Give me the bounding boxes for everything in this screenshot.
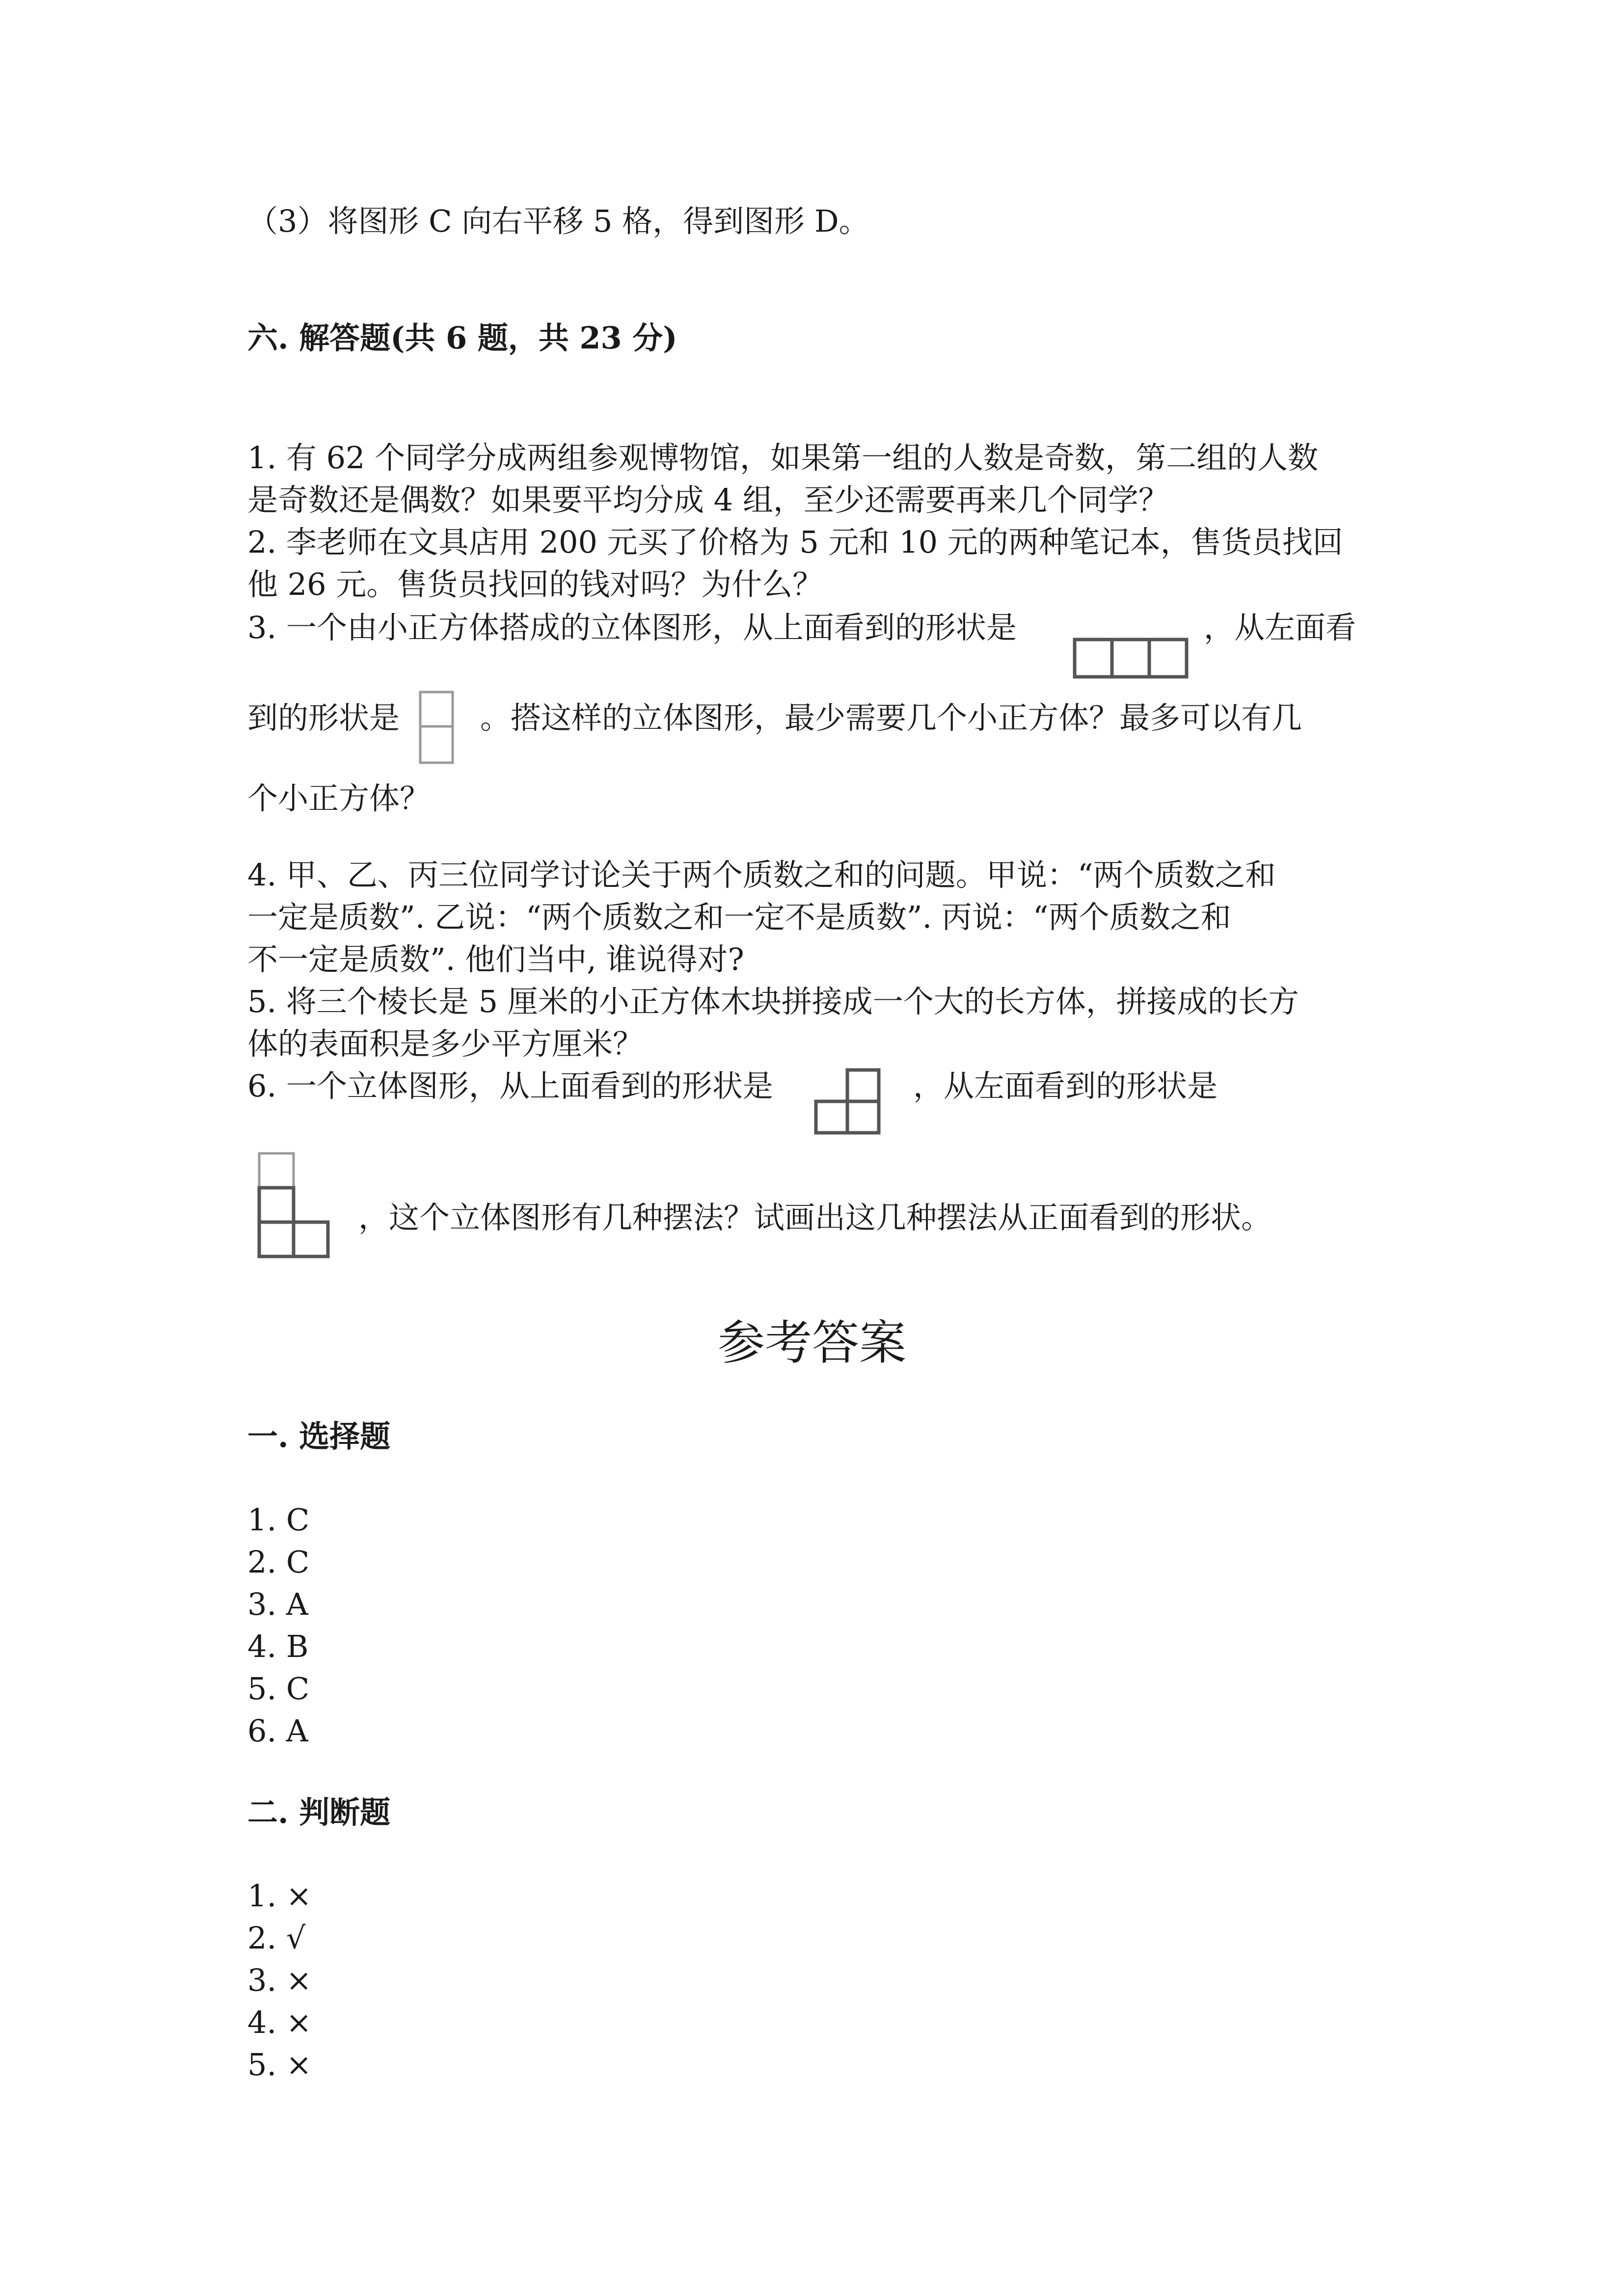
q6-top-view-figure <box>814 1068 881 1136</box>
q6-left-view-figure <box>256 1150 333 1260</box>
choice-heading: 一. 选择题 <box>247 1418 391 1454</box>
q6-text-c: ，这个立体图形有几种摆法？试画出这几种摆法从正面看到的形状。 <box>358 1200 1272 1235</box>
choice-answer-3: 3. A <box>247 1586 308 1622</box>
q6-text-a: 6. 一个立体图形，从上面看到的形状是 <box>247 1068 773 1104</box>
choice-answer-4: 4. B <box>247 1629 309 1664</box>
q1-line1: 1. 有 62 个同学分成两组参观博物馆，如果第一组的人数是奇数，第二组的人数 <box>247 440 1319 476</box>
q6-text-b: ，从左面看到的形状是 <box>913 1068 1218 1104</box>
choice-answer-6: 6. A <box>247 1713 308 1749</box>
choice-answer-1: 1. C <box>247 1502 310 1538</box>
q5-line1: 5. 将三个棱长是 5 厘米的小正方体木块拼接成一个大的长方体，拼接成的长方 <box>247 984 1299 1019</box>
judge-heading: 二. 判断题 <box>247 1794 391 1830</box>
judge-answer-5: 5. × <box>247 2047 312 2082</box>
choice-answer-2: 2. C <box>247 1544 310 1580</box>
q5-line2: 体的表面积是多少平方厘米？ <box>247 1026 644 1062</box>
judge-answer-1: 1. × <box>247 1878 312 1914</box>
q4-line1: 4. 甲、乙、丙三位同学讨论关于两个质数之和的问题。甲说：“两个质数之和 <box>247 857 1276 893</box>
q3-text-a: 3. 一个由小正方体搭成的立体图形，从上面看到的形状是 <box>247 610 1017 645</box>
choice-answer-5: 5. C <box>247 1671 310 1707</box>
q2-line1: 2. 李老师在文具店用 200 元买了价格为 5 元和 10 元的两种笔记本，售货员找回 <box>247 524 1343 560</box>
q3-top-view-figure <box>1073 638 1189 678</box>
judge-answer-3: 3. × <box>247 1962 312 1998</box>
q1-line2: 是奇数还是偶数？如果要平均分成 4 组，至少还需要再来几个同学？ <box>247 482 1169 518</box>
q3-text-b: ，从左面看 <box>1204 610 1356 645</box>
q3-text-e: 个小正方体？ <box>247 780 431 816</box>
judge-answer-2: 2. √ <box>247 1920 306 1956</box>
q4-line3: 不一定是质数”. 他们当中, 谁说得对? <box>247 941 744 977</box>
q4-line2: 一定是质数”. 乙说：“两个质数之和一定不是质数”. 丙说：“两个质数之和 <box>247 899 1231 935</box>
judge-answer-4: 4. × <box>247 2004 312 2040</box>
prev-section-tail: （3）将图形 C 向右平移 5 格，得到图形 D。 <box>247 203 869 239</box>
answers-title: 参考答案 <box>718 1315 906 1370</box>
q2-line2: 他 26 元。售货员找回的钱对吗？为什么？ <box>247 566 823 602</box>
q3-text-c: 到的形状是 <box>247 700 400 736</box>
q3-left-view-figure <box>418 690 455 766</box>
q3-text-d: 。搭这样的立体图形，最少需要几个小正方体？最多可以有几 <box>480 700 1302 736</box>
section6-heading: 六. 解答题(共 6 题，共 23 分) <box>247 320 677 356</box>
